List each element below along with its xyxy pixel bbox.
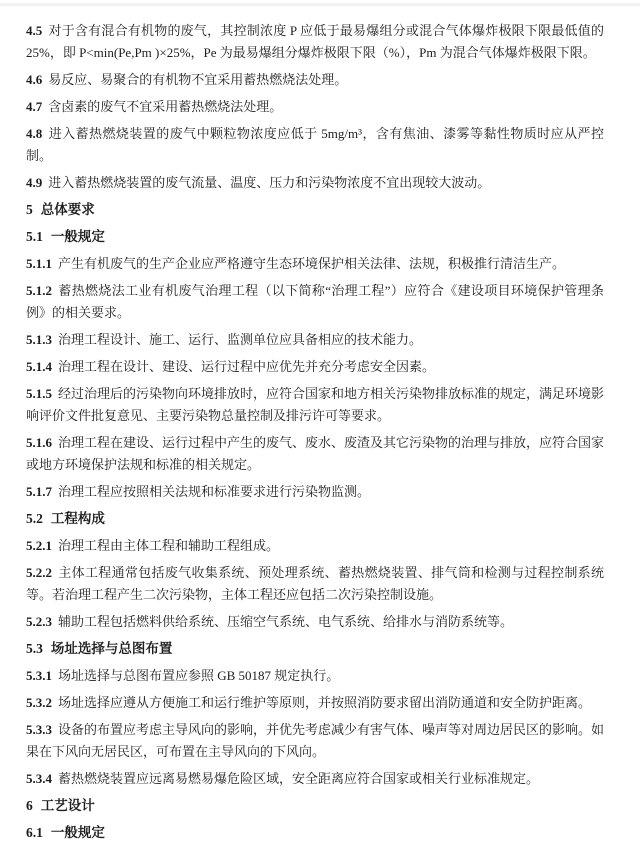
clause-number: 5.1.2 xyxy=(26,283,52,298)
clause-paragraph xyxy=(26,329,604,351)
clause-number: 5.2 xyxy=(26,511,43,526)
clause-number: 5.1.4 xyxy=(26,359,52,374)
clause-number: 5.2.2 xyxy=(26,565,52,580)
clause-text: 场址选择与总图布置应参照 GB 50187 规定执行。 xyxy=(58,668,340,683)
clause-paragraph xyxy=(26,356,604,378)
clause-number: 4.6 xyxy=(26,72,43,87)
clause-text: 工艺设计 xyxy=(40,798,95,813)
clause-paragraph xyxy=(26,692,604,714)
clause-number: 6 xyxy=(26,798,33,813)
clause-text: 设备的布置应考虑主导风向的影响，并优先考虑减少有害气体、噪声等对周边居民区的影响。如果在下风向无居民区，可布置在主导风向的下风向。 xyxy=(26,722,605,759)
clause-number: 6.1 xyxy=(26,825,43,840)
section-heading xyxy=(26,795,604,817)
clause-number: 5.1.3 xyxy=(26,332,52,347)
clause-text: 辅助工程包括燃料供给系统、压缩空气系统、电气系统、给排水与消防系统等。 xyxy=(58,614,514,629)
clause-paragraph xyxy=(26,383,604,427)
clause-number: 4.8 xyxy=(26,126,43,141)
clause-number: 5 xyxy=(26,202,33,217)
clause-number: 5.1.6 xyxy=(26,435,52,450)
clause-number: 5.1.5 xyxy=(26,386,52,401)
clause-text: 进入蓄热燃烧装置的废气流量、温度、压力和污染物浓度不宜出现较大波动。 xyxy=(48,175,491,190)
clause-number: 4.7 xyxy=(26,99,43,114)
clause-number: 4.9 xyxy=(26,175,43,190)
clause-text: 主体工程通常包括废气收集系统、预处理系统、蓄热燃烧装置、排气筒和检测与过程控制系统等。若治理工程产生二次污染物，主体工程还应包括二次污染控制设施。 xyxy=(26,565,604,602)
clause-paragraph xyxy=(26,719,604,763)
clause-text: 产生有机废气的生产企业应严格遵守生态环境保护相关法律、法规，积极推行清洁生产。 xyxy=(58,256,566,271)
clause-paragraph xyxy=(26,20,604,64)
clause-number: 5.1.7 xyxy=(26,484,52,499)
clause-text: 治理工程在建设、运行过程中产生的废气、废水、废渣及其它污染物的治理与排放，应符合国家或地方环境保护法规和标准的相关规定。 xyxy=(26,435,605,472)
scan-edge-artifact xyxy=(0,3,640,6)
clause-paragraph xyxy=(26,253,604,275)
clause-paragraph xyxy=(26,768,604,790)
section-heading xyxy=(26,638,604,660)
clause-paragraph xyxy=(26,535,604,557)
clause-text: 蓄热燃烧装置应远离易燃易爆危险区域，安全距离应符合国家或相关行业标准规定。 xyxy=(58,771,540,786)
clause-text: 经过治理后的污染物向环境排放时，应符合国家和地方相关污染物排放标准的规定，满足环境影响评价文件批复意见、主要污染物总量控制及排污许可等要求。 xyxy=(26,386,605,423)
clause-paragraph xyxy=(26,481,604,503)
clause-text: 含卤素的废气不宜采用蓄热燃烧法处理。 xyxy=(48,99,283,114)
clause-number: 5.3 xyxy=(26,641,43,656)
clause-number: 5.3.2 xyxy=(26,695,52,710)
clause-text: 对于含有混合有机物的废气，其控制浓度 P 应低于最易爆组分或混合气体爆炸极限下限最低值的 25%，即 P<min(Pe,Pm )×25%，Pe 为最易爆组分爆炸极限下限（%），Pm 为混合气体爆炸极限下限。 xyxy=(26,23,604,60)
clause-text: 治理工程设计、施工、运行、监测单位应具备相应的技术能力。 xyxy=(58,332,423,347)
clause-number: 5.3.3 xyxy=(26,722,52,737)
clause-paragraph xyxy=(26,432,604,476)
section-heading xyxy=(26,199,604,221)
clause-number: 5.1.1 xyxy=(26,256,52,271)
clause-text: 场址选择应遵从方便施工和运行维护等原则，并按照消防要求留出消防通道和安全防护距离。 xyxy=(58,695,592,710)
clause-text: 场址选择与总图布置 xyxy=(50,641,173,656)
clause-number: 5.2.3 xyxy=(26,614,52,629)
clause-text: 治理工程在设计、建设、运行过程中应优先并充分考虑安全因素。 xyxy=(58,359,436,374)
clause-paragraph xyxy=(26,611,604,633)
clause-number: 4.5 xyxy=(26,23,43,38)
clause-text: 一般规定 xyxy=(50,229,105,244)
clause-number: 5.3.1 xyxy=(26,668,52,683)
clause-paragraph xyxy=(26,96,604,118)
clause-text: 蓄热燃烧法工业有机废气治理工程（以下简称“治理工程”）应符合《建设项目环境保护管理条例》的相关要求。 xyxy=(26,283,604,320)
clause-text: 进入蓄热燃烧装置的废气中颗粒物浓度应低于 5mg/m³，含有焦油、漆雾等黏性物质时应从严控制。 xyxy=(26,126,604,163)
clause-number: 5.1 xyxy=(26,229,43,244)
clause-text: 治理工程由主体工程和辅助工程组成。 xyxy=(58,538,280,553)
section-heading xyxy=(26,226,604,248)
clause-paragraph xyxy=(26,665,604,687)
clause-paragraph xyxy=(26,280,604,324)
section-heading xyxy=(26,508,604,530)
clause-text: 工程构成 xyxy=(50,511,105,526)
clause-text: 治理工程应按照相关法规和标准要求进行污染物监测。 xyxy=(58,484,371,499)
clause-text: 一般规定 xyxy=(50,825,105,840)
clause-number: 5.3.4 xyxy=(26,771,52,786)
clause-paragraph xyxy=(26,562,604,606)
clause-text: 总体要求 xyxy=(40,202,95,217)
clause-paragraph xyxy=(26,172,604,194)
clause-paragraph xyxy=(26,69,604,91)
clause-number: 5.2.1 xyxy=(26,538,52,553)
clause-paragraph xyxy=(26,123,604,167)
section-heading xyxy=(26,822,604,844)
clause-text: 易反应、易聚合的有机物不宜采用蓄热燃烧法处理。 xyxy=(48,72,348,87)
